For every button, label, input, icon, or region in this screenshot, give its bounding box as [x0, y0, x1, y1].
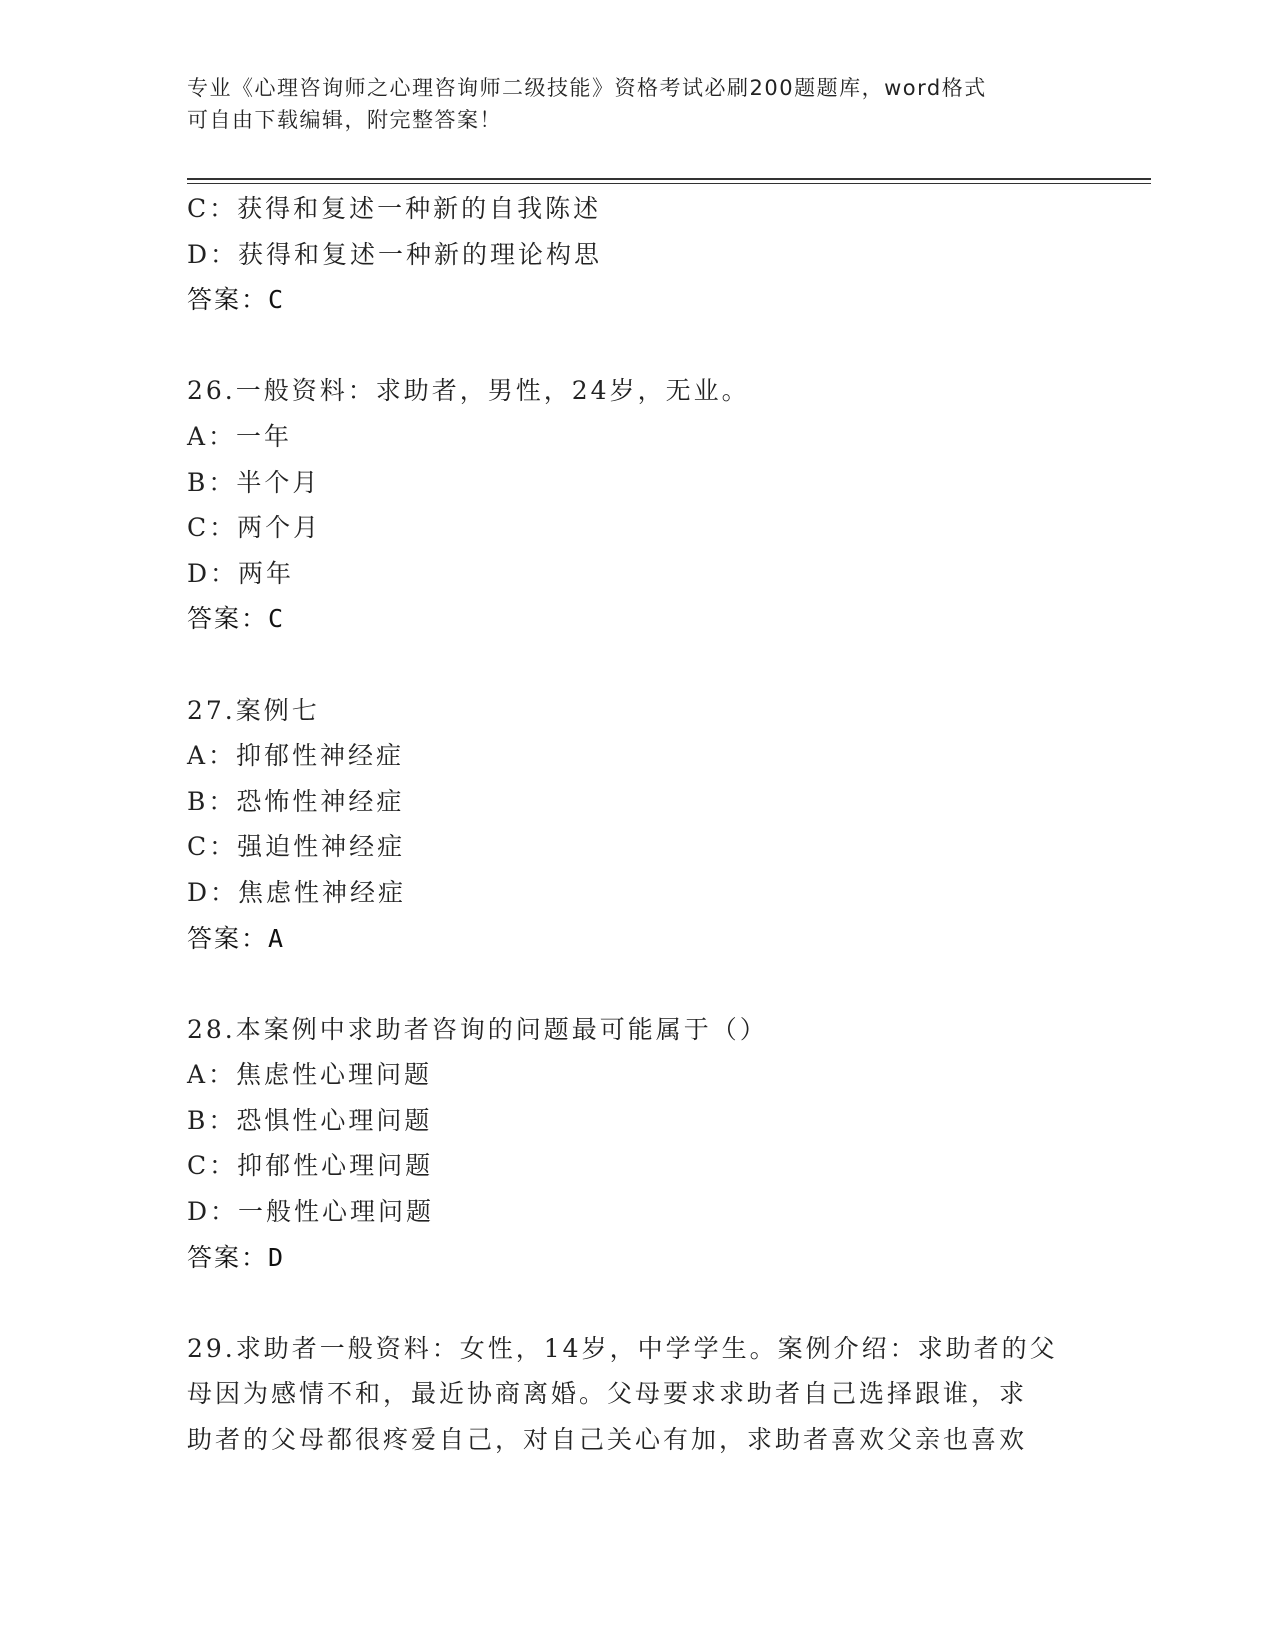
- document-header: [187, 72, 1087, 136]
- header-divider-thin: [187, 183, 1151, 184]
- option-b: B：恐惧性心理问题: [187, 1105, 433, 1135]
- question-stem-line-3: 助者的父母都很疼爱自己，对自己关心有加，求助者喜欢父亲也喜欢: [187, 1425, 1028, 1455]
- question-stem: 26.一般资料：求助者，男性，24岁，无业。: [187, 376, 750, 406]
- option-b: B：半个月: [187, 467, 321, 497]
- option-c: C：获得和复述一种新的自我陈述: [187, 194, 602, 223]
- option-a: A：焦虑性心理问题: [187, 1060, 433, 1090]
- answer-line: [187, 596, 1087, 642]
- answer-label: 答案：: [187, 923, 269, 953]
- answer-value: C: [268, 285, 286, 315]
- option-c: C：强迫性神经症: [187, 832, 406, 862]
- answer-value: A: [268, 923, 286, 953]
- question-stem: 28.本案例中求助者咨询的问题最可能属于（）: [187, 1014, 768, 1044]
- question-list: [187, 186, 1087, 1463]
- answer-label: 答案：: [187, 604, 269, 634]
- question-stem-line-1: 29.求助者一般资料：女性，14岁，中学学生。案例介绍：求助者的父: [187, 1333, 1058, 1363]
- option-d: D：焦虑性神经症: [187, 877, 407, 907]
- question-29: [187, 1326, 1087, 1463]
- header-divider-thick: [187, 178, 1151, 180]
- question-spacer: [187, 1280, 1087, 1326]
- option-b: B：恐怖性神经症: [187, 786, 405, 816]
- option-a: A：抑郁性神经症: [187, 741, 405, 771]
- option-d: D：获得和复述一种新的理论构思: [187, 239, 603, 269]
- header-line-1: 专业《心理咨询师之心理咨询师二级技能》资格考试必刷200题题库，word格式: [187, 76, 987, 100]
- question-27: [187, 688, 1087, 962]
- option-d: D：两年: [187, 558, 295, 588]
- question-spacer: [187, 642, 1087, 688]
- option-c: C：两个月: [187, 513, 322, 543]
- answer-line: [187, 277, 1087, 323]
- answer-line: [187, 1235, 1087, 1281]
- question-26: [187, 368, 1087, 642]
- answer-label: 答案：: [187, 1242, 269, 1272]
- header-line-2: 可自由下载编辑，附完整答案！: [187, 108, 502, 132]
- answer-line: [187, 916, 1087, 962]
- question-spacer: [187, 323, 1087, 369]
- answer-label: 答案：: [187, 285, 269, 315]
- answer-value: C: [268, 604, 286, 634]
- answer-value: D: [268, 1242, 286, 1272]
- option-a: A：一年: [187, 421, 293, 451]
- question-28: [187, 1007, 1087, 1281]
- option-d: D：一般性心理问题: [187, 1197, 435, 1227]
- option-c: C：抑郁性心理问题: [187, 1151, 434, 1181]
- question-stem: 27.案例七: [187, 695, 320, 725]
- question-25: [187, 186, 1087, 323]
- question-spacer: [187, 961, 1087, 1007]
- question-stem-line-2: 母因为感情不和，最近协商离婚。父母要求求助者自己选择跟谁，求: [187, 1379, 1028, 1409]
